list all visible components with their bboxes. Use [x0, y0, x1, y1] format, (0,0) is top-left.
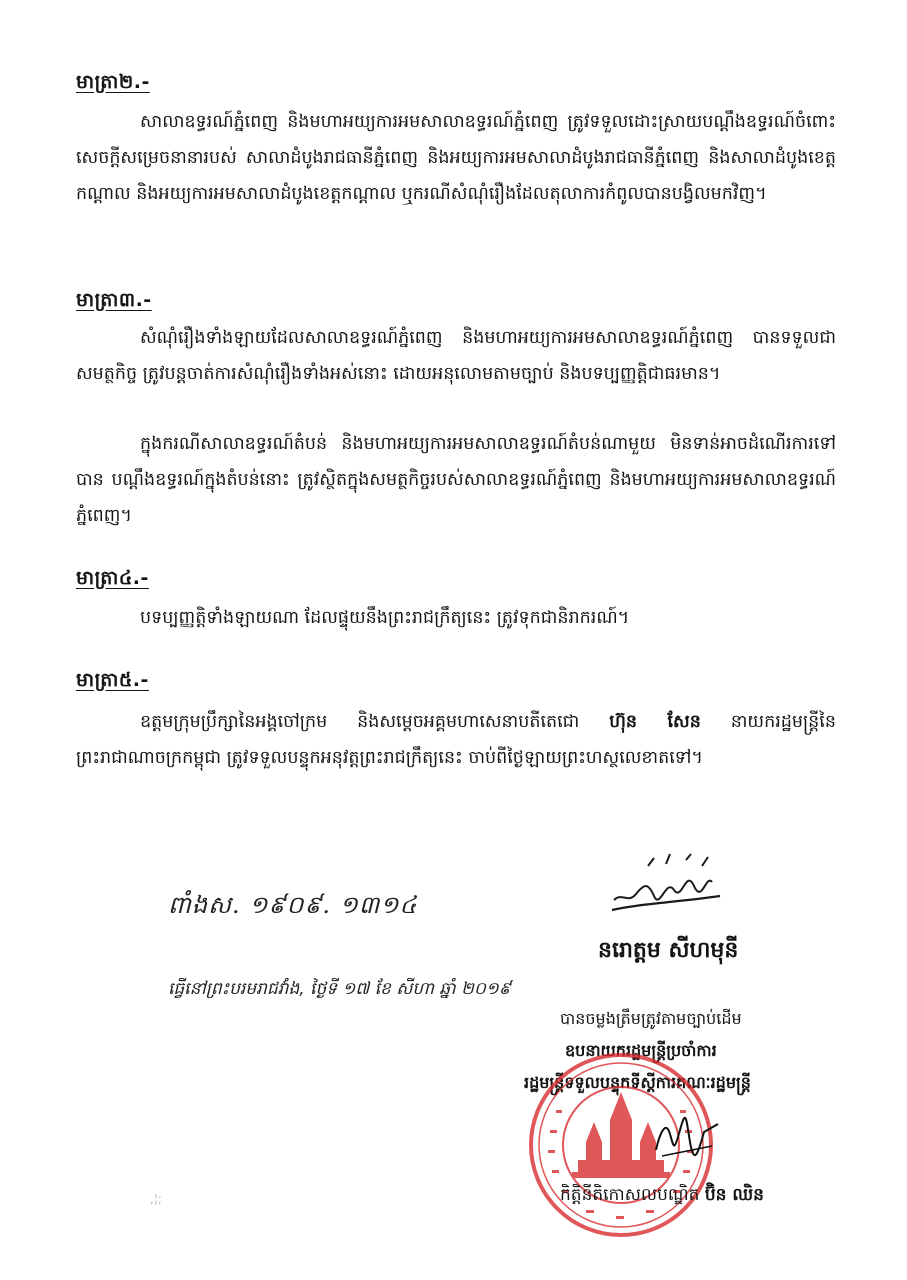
article-3-paragraph-1: សំណុំរឿងទាំងឡាយដែលសាលាឧទ្ធរណ៍ភ្នំពេញ និងមហាអយ្យការអមសាលាឧទ្ធរណ៍ភ្នំពេញ បានទទួលជាសមត្ថកិច្ច ត្រូវបន្តចាត់ការសំណុំរឿងទាំងអស់នោះ ដោយអនុលោមតាមច្បាប់ និងបទប្បញ្ញត្តិជាធរមាន។: [76, 328, 836, 384]
king-signature: [608, 852, 728, 912]
council-office-title: រដ្ឋមន្ត្រីទទួលបន្ទុកទីស្តីការគណៈរដ្ឋមន្ត្រី: [524, 1073, 751, 1092]
king-name: នរោត្តម សីហមុនី: [598, 938, 739, 963]
official-signatory: [560, 1184, 764, 1209]
article-3-paragraph-2: ក្នុងករណីសាលាឧទ្ធរណ៍តំបន់ និងមហាអយ្យការអមសាលាឧទ្ធរណ៍តំបន់ណាមួយ មិនទាន់អាចដំណើរការទៅបាន បណ្តឹងឧទ្ធរណ៍ក្នុងតំបន់នោះ ត្រូវស្ថិតក្នុងសមត្ថកិច្ចរបស់សាលាឧទ្ធរណ៍ភ្នំពេញ និងមហាអយ្យការអមសាលាឧទ្ធរណ៍ភ្នំពេញ។: [76, 434, 836, 526]
official-name: ប៊ិន ឈិន: [704, 1185, 764, 1205]
prime-minister-name: ហ៊ុន សែន: [609, 712, 701, 732]
article-4-paragraph: បទប្បញ្ញត្តិទាំងឡាយណា ដែលផ្ទុយនឹងព្រះរាជក្រឹត្យនេះ ត្រូវទុកជានិរាករណ៍។: [140, 608, 630, 628]
article-2-heading: មាត្រា២.-: [76, 71, 150, 93]
dateline: ធ្វើនៅព្រះបរមរាជវាំង, ថ្ងៃទី ១៧ ខែ សីហា ឆ្នាំ ២០១៩: [168, 979, 511, 999]
article-3-heading: មាត្រា៣.-: [76, 289, 152, 311]
official-prefix: កិត្តិនីតិកោសលបណ្ឌិត: [560, 1185, 700, 1205]
article-2-paragraph: សាលាឧទ្ធរណ៍ភ្នំពេញ និងមហាអយ្យការអមសាលាឧទ្ធរណ៍ភ្នំពេញ ត្រូវទទួលដោះស្រាយបណ្តឹងឧទ្ធរណ៍ចំពោះសេចក្តីសម្រេចនានារបស់ សាលាដំបូងរាជធានីភ្នំពេញ និងអយ្យការអមសាលាដំបូងរាជធានីភ្នំពេញ និងសាលាដំបូងខេត្តកណ្តាល និងអយ្យការអមសាលាដំបូងខេត្តកណ្តាល ឬករណីសំណុំរឿងដែលតុលាការកំពូលបានបង្វិលមកវិញ។: [76, 112, 836, 204]
article-5-paragraph: [76, 704, 836, 776]
certification-text: បានចម្លងត្រឹមត្រូវតាមច្បាប់ដើម: [560, 1009, 742, 1028]
deputy-prime-minister-title: ឧបនាយករដ្ឋមន្ត្រីប្រចាំការ: [565, 1041, 717, 1060]
article-5-text-after: នាយករដ្ឋមន្ត្រីនៃព្រះរាជាណាចក្រកម្ពុជា ត្រូវទទួលបន្ទុកអនុវត្តព្រះរាជក្រឹត្យនេះ ចាប់ពីថ្ងៃឡាយព្រះហស្ថលេខាតទៅ។: [76, 712, 836, 768]
official-signature: [652, 1112, 722, 1160]
article-5-text-before: ឧត្តមក្រុមប្រឹក្សានៃអង្គចៅក្រម និងសម្តេចអគ្គមហាសេនាបតីតេជោ: [140, 712, 580, 732]
article-4-heading: មាត្រា៤.-: [76, 567, 149, 589]
scan-mark: ,¦;: [150, 1192, 162, 1206]
reference-number: ពាំងស. ១៩០៩. ១៣១៤: [168, 891, 418, 919]
article-5-heading: មាត្រា៥.-: [76, 669, 149, 691]
